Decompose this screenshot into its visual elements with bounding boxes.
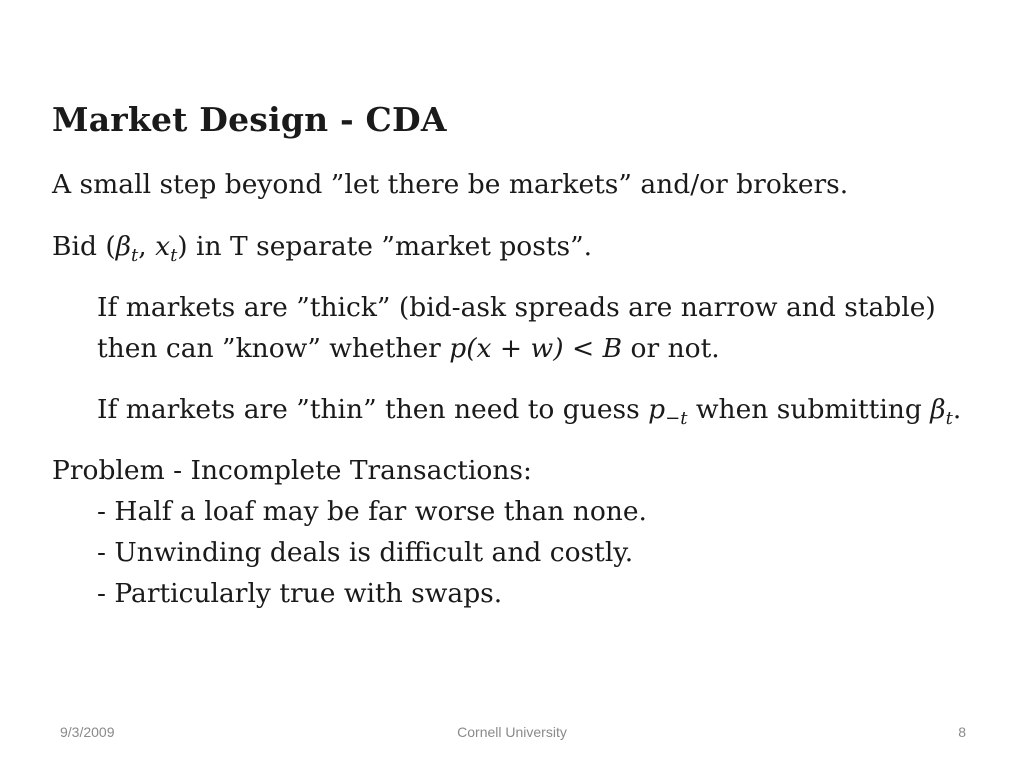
thin-prefix: If markets are ”thin” then need to guess: [97, 394, 649, 425]
p-symbol: p: [648, 394, 666, 425]
subscript-t: t: [131, 245, 139, 266]
bid-suffix: ) in T separate ”market posts”.: [177, 231, 593, 262]
text-line-bid: [52, 231, 593, 266]
know-prefix: then can ”know” whether: [97, 333, 450, 364]
footer-date: 9/3/2009: [60, 724, 115, 740]
footer-page-number: 8: [958, 724, 966, 740]
subscript-minus-t: −t: [665, 408, 688, 429]
footer-organization: Cornell University: [457, 724, 567, 740]
slide-title: Market Design - CDA: [52, 100, 447, 139]
text-line-intro: A small step beyond ”let there be markets” and/or brokers.: [52, 169, 849, 200]
x-symbol: x: [155, 231, 171, 262]
thin-middle: when submitting: [687, 394, 931, 425]
text-line-problem: Problem - Incomplete Transactions:: [52, 455, 532, 486]
bullet-item: - Unwinding deals is difficult and costly.: [97, 537, 634, 568]
bullet-item: - Half a loaf may be far worse than none.: [97, 496, 647, 527]
text-line-thin: [97, 394, 962, 429]
text-line-thick: If markets are ”thick” (bid-ask spreads are narrow and stable): [97, 292, 936, 323]
bullet-item: - Particularly true with swaps.: [97, 578, 503, 609]
beta-symbol: β: [115, 231, 132, 262]
subscript-t: t: [945, 408, 953, 429]
thin-suffix: .: [952, 394, 962, 425]
math-expression: p(x + w) < B: [449, 333, 623, 364]
subscript-t: t: [170, 245, 178, 266]
comma: ,: [138, 231, 156, 262]
bid-prefix: Bid (: [52, 231, 116, 262]
text-line-know: [97, 333, 720, 364]
know-suffix: or not.: [622, 333, 720, 364]
beta-symbol: β: [930, 394, 946, 425]
